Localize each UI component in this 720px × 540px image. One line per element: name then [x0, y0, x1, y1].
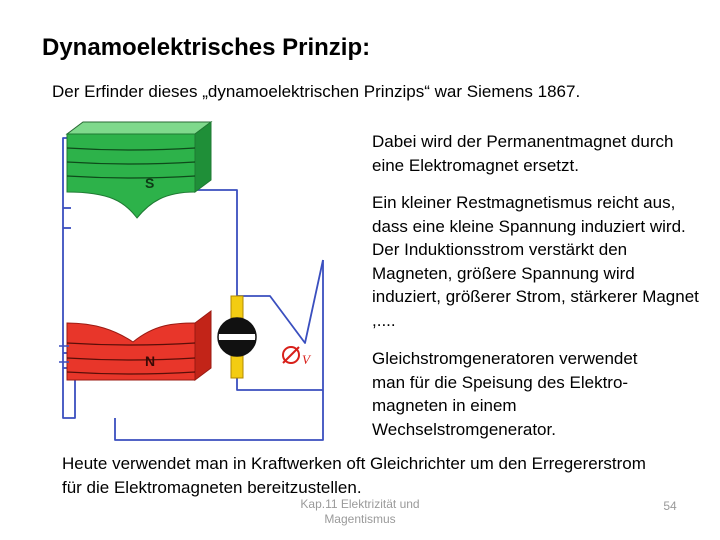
- paragraph-electromagnet: Dabei wird der Permanentmagnet durch eine Elektromagnet ersetzt.: [372, 132, 674, 175]
- north-pole-label: N: [145, 353, 156, 369]
- dynamo-drawing: [55, 118, 325, 448]
- voltmeter-icon: [283, 347, 299, 363]
- wire-brush-bottom: [237, 373, 323, 390]
- paragraph-rectifiers: Heute verwendet man in Kraftwerken oft Gleichrichter um den Erregererstrom für die Elektromagneten bereitzustellen.: [62, 454, 646, 497]
- paragraph-self-excitation: Ein kleiner Restmagnetismus reicht aus, dass eine kleine Spannung induziert wird. Der Induktionsstrom verstärkt den Magneten, größere Spannung wird induziert, größerer Strom, stärkerer Magnet ,....: [372, 193, 699, 330]
- voltmeter-label: V: [302, 352, 310, 367]
- page-number: 54: [663, 499, 677, 513]
- intro-text: Der Erfinder dieses „dynamoelektrischen Prinzips“ war Siemens 1867.: [52, 82, 581, 101]
- south-pole-label: S: [145, 175, 155, 191]
- slide-title: Dynamoelektrisches Prinzip:: [42, 34, 371, 61]
- south-pole-magnet: [67, 122, 211, 218]
- dynamo-illustration: [55, 118, 325, 448]
- lower-brush: [231, 356, 243, 378]
- armature-rotor: [218, 318, 256, 356]
- paragraph-dc-generators: [372, 347, 702, 441]
- wire-right: [195, 190, 237, 296]
- upper-brush: [231, 296, 243, 318]
- paragraph-dc-generators-text: Gleichstromgeneratoren verwendet man für die Speisung des Elektro-magneten in einem Wechselstromgenerator.: [372, 349, 638, 439]
- footer-chapter: Kap.11 Elektrizität und Magentismus: [300, 497, 420, 526]
- north-pole-magnet: [59, 311, 211, 380]
